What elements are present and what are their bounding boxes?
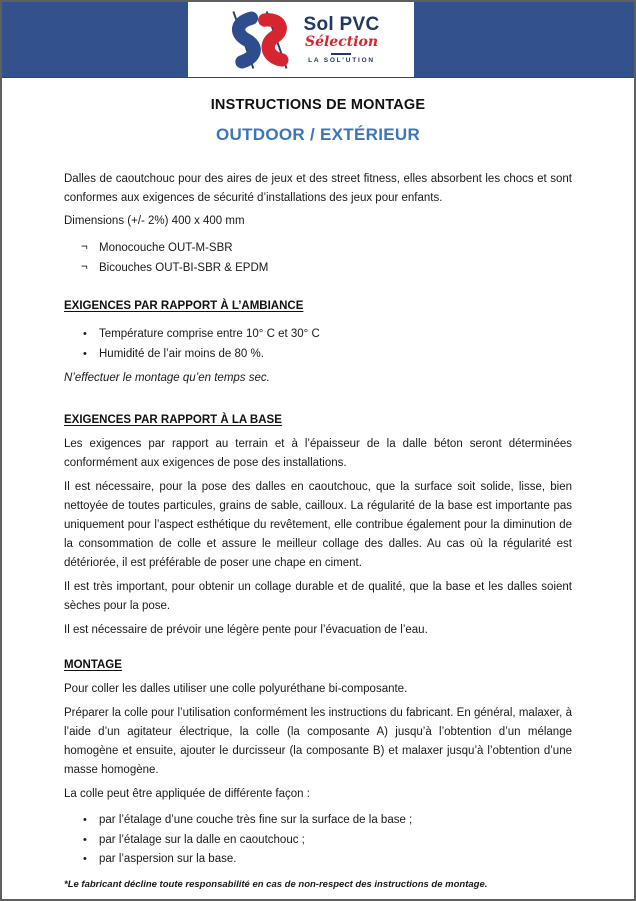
- logo-tagline-text: LA SOL’UTION: [308, 56, 375, 64]
- intro-paragraph: Dalles de caoutchouc pour des aires de jeux et des street fitness, elles absorbent les chocs et sont conformes aux exigences de sécurité d’installations des jeux pour enfants.: [64, 173, 572, 204]
- document-content: [2, 98, 634, 891]
- list-item-label: par l’étalage sur la dalle en caoutchouc ;: [99, 833, 305, 846]
- list-item: [64, 811, 572, 831]
- dimensions-line: Dimensions (+/- 2%) 400 x 400 mm: [64, 215, 245, 227]
- bullet-icon: •: [83, 833, 87, 846]
- montage-paragraph: La colle peut être appliquée de différente façon :: [64, 788, 310, 800]
- base-paragraph: Les exigences par rapport au terrain et à l’épaisseur de la dalle béton seront déterminées conformément aux exigences de pose des installations.: [64, 438, 572, 469]
- brand-logo: [188, 2, 414, 77]
- ambiance-bullet-list: [64, 325, 572, 364]
- page-title: INSTRUCTIONS DE MONTAGE: [210, 97, 426, 113]
- dash-bullet-icon: ¬: [81, 241, 88, 253]
- montage-bullet-list: [64, 811, 572, 870]
- montage-paragraph: Pour coller les dalles utiliser une colle polyuréthane bi-composante.: [64, 683, 408, 695]
- list-item-label: Température comprise entre 10° C et 30° C: [99, 328, 320, 340]
- montage-paragraph: Préparer la colle pour l’utilisation conformément les instructions du fabricant. En général, malaxer, à l’aide d’un agitateur électrique, la colle (la composante A) jusqu’à l’obtention d’un mélange homogène et ensuite, ajouter le durcisseur (la composante B) et malaxer jusqu’à l’obtention d’une masse homogène.: [64, 707, 572, 776]
- section-heading-montage: MONTAGE: [64, 659, 122, 671]
- logo-text-block: [303, 15, 379, 65]
- list-item: [64, 239, 572, 259]
- list-item-label: Humidité de l’air moins de 80 %.: [99, 347, 264, 360]
- base-paragraph: Il est nécessaire de prévoir une légère pente pour l’évacuation de l’eau.: [64, 624, 428, 636]
- list-item: [64, 850, 572, 870]
- section-heading-ambiance: EXIGENCES PAR RAPPORT À L’AMBIANCE: [64, 300, 304, 312]
- logo-brand-text: Sol PVC: [303, 13, 380, 35]
- page-subtitle: OUTDOOR / EXTÉRIEUR: [215, 125, 421, 144]
- variant-list: [64, 239, 572, 278]
- logo-script-text: Sélection: [304, 33, 379, 50]
- list-item: [64, 259, 572, 279]
- bullet-icon: •: [83, 814, 87, 826]
- list-item: [64, 345, 572, 365]
- list-item-label: par l’aspersion sur la base.: [99, 853, 237, 865]
- base-paragraph: Il est nécessaire, pour la pose des dalles en caoutchouc, que la surface soit solide, lisse, bien nettoyée de toutes particules, grains de sable, cailloux. La régularité de la base est importante pas uniquement pour l’aspect esthétique du revêtement, elle contribue également pour la diminution de la consommation de colle et assure le meilleur collage des dalles. Au cas où la régularité est détériorée, il est préférable de poser une chape en ciment.: [64, 481, 572, 569]
- list-item-label: Bicouches OUT-BI-SBR & EPDM: [99, 261, 269, 274]
- list-item-label: par l’étalage d’une couche très fine sur la surface de la base ;: [99, 814, 413, 826]
- bullet-icon: •: [83, 853, 87, 865]
- list-item: [64, 831, 572, 851]
- disclaimer-footnote: *Le fabricant décline toute responsabilité en cas de non-respect des instructions de montage.: [64, 878, 488, 890]
- logo-divider: [331, 53, 351, 55]
- list-item-label: Monocouche OUT-M-SBR: [99, 242, 233, 254]
- list-item: [64, 325, 572, 345]
- dash-bullet-icon: ¬: [81, 260, 88, 273]
- header-band: [2, 2, 634, 78]
- base-paragraph: Il est très important, pour obtenir un collage durable et de qualité, que la base et les dalles soient sèches pour la pose.: [64, 581, 572, 612]
- bullet-icon: •: [83, 347, 87, 360]
- section-heading-base: EXIGENCES PAR RAPPORT À LA BASE: [64, 414, 282, 426]
- bullet-icon: •: [83, 328, 87, 340]
- logo-mark-icon: [222, 7, 298, 73]
- ambiance-note: N’effectuer le montage qu’en temps sec.: [64, 372, 270, 384]
